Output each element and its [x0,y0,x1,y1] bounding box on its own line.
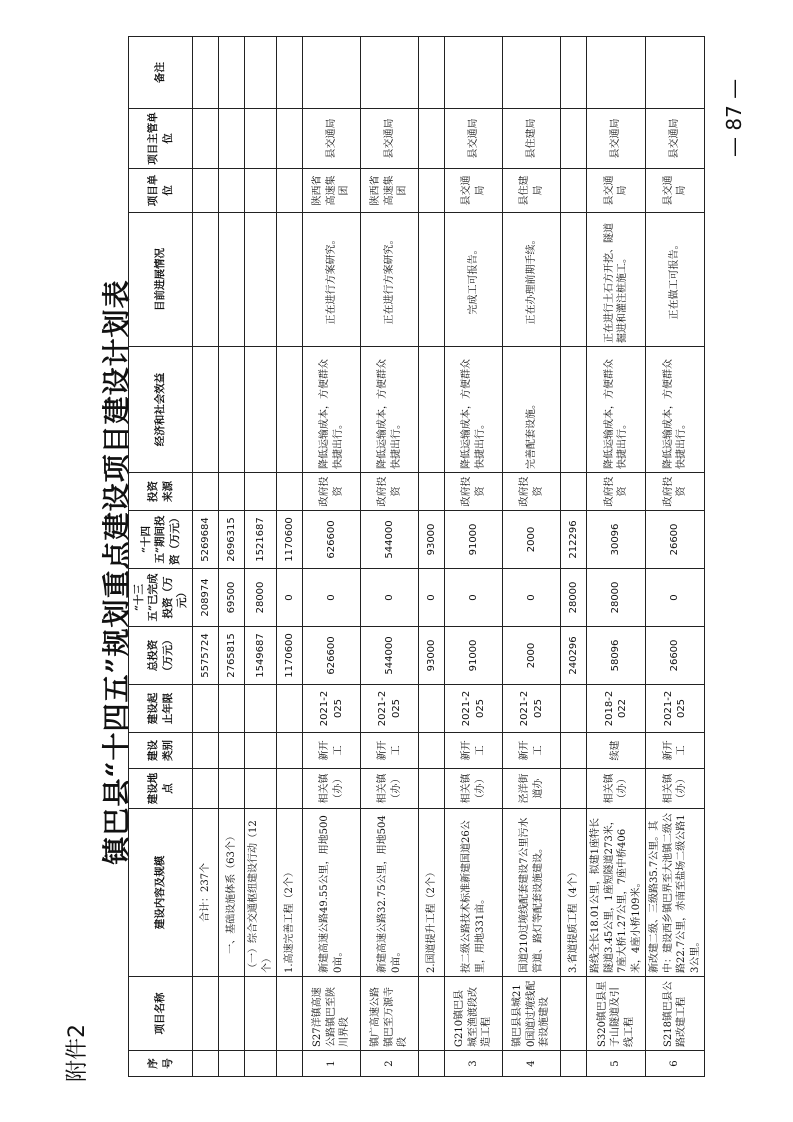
summary-total: 2765815 [219,627,245,685]
cell-remark [361,37,419,109]
cell-benefit: 降低运输成本，方便群众快捷出行。 [587,347,646,473]
cell-location: 相关镇（办） [587,769,646,809]
cell-total: 544000 [361,627,419,685]
cell-done13: 0 [445,569,503,627]
cell-seq: 5 [587,1051,646,1077]
cell-type: 续建 [587,733,646,769]
cell-benefit: 降低运输成本，方便群众快捷出行。 [646,347,705,473]
cell-source: 政府投资 [503,473,561,511]
cell-done13: 0 [361,569,419,627]
cell-unit: 县交通局 [587,169,646,213]
cell-benefit: 完善配套设施。 [503,347,561,473]
header-content: 建设内容及规模 [129,809,193,977]
cell-source: 政府投资 [303,473,361,511]
cell-done13: 0 [503,569,561,627]
summary-total: 1549687 [245,627,277,685]
cell-type: 新开工 [303,733,361,769]
cell-name: S320镇巴县星子山隧道及引线工程 [587,977,646,1051]
cell-authority: 县交通局 [445,109,503,169]
cell-done13: 28000 [587,569,646,627]
summary-total: 1170600 [277,627,303,685]
cell-remark [503,37,561,109]
cell-total: 58096 [587,627,646,685]
cell-name: S218镇巴县公路改建工程 [646,977,705,1051]
summary-label: 一、基础设施体系（63个） [219,809,245,977]
cell-seq: 1 [303,1051,361,1077]
summary-done13: 0 [277,569,303,627]
cell-authority: 县交通局 [646,109,705,169]
cell-plan14: 544000 [361,511,419,569]
cell-seq: 6 [646,1051,705,1077]
header-progress: 目前进展情况 [129,213,193,347]
cell-source: 政府投资 [361,473,419,511]
summary-row-provincial-road [561,37,587,1077]
page-title: 镇巴县“十四五”规划重点建设项目建设计划表 [100,279,133,865]
header-total: 总投资（万元） [129,627,193,685]
summary-plan14: 1521687 [245,511,277,569]
summary-total: 93000 [419,627,445,685]
summary-done13: 28000 [561,569,587,627]
cell-content: 新建高速公路32.75公里，用地5040亩。 [361,809,419,977]
cell-name: 镇巴县县城210国道过境线配套设施建设 [503,977,561,1051]
cell-authority: 县交通局 [361,109,419,169]
summary-plan14: 212296 [561,511,587,569]
summary-row-expressway [277,37,303,1077]
cell-name: G210镇巴县城至渔渡段改造工程 [445,977,503,1051]
header-type: 建设类别 [129,733,193,769]
table-row [445,37,503,1077]
summary-plan14: 2696315 [219,511,245,569]
cell-location: 相关镇（办） [361,769,419,809]
summary-done13: 28000 [245,569,277,627]
cell-unit: 陕西省高速集团 [303,169,361,213]
header-authority: 项目主管单位 [129,109,193,169]
cell-source: 政府投资 [587,473,646,511]
cell-unit: 陕西省高速集团 [361,169,419,213]
cell-period: 2021-2025 [303,685,361,733]
project-table [128,36,705,1077]
page-number: — 87 — [722,78,746,157]
cell-authority: 县交通局 [587,109,646,169]
cell-seq: 2 [361,1051,419,1077]
cell-content: 按二级公路技术标准新建国道26公里，用地331亩。 [445,809,503,977]
table-row [646,37,705,1077]
cell-period: 2021-2025 [503,685,561,733]
cell-unit: 县交通局 [646,169,705,213]
cell-total: 26600 [646,627,705,685]
cell-progress: 完成工可报告。 [445,213,503,347]
header-unit: 项目单位 [129,169,193,213]
cell-content: 新建高速公路49.55公里，用地5000亩。 [303,809,361,977]
summary-row-national-road [419,37,445,1077]
cell-total: 91000 [445,627,503,685]
cell-period: 2021-2025 [361,685,419,733]
cell-location: 泾洋街道办 [503,769,561,809]
header-plan14: “十四五”期间投资（万元） [129,511,193,569]
header-source: 投资来源 [129,473,193,511]
summary-done13: 69500 [219,569,245,627]
cell-source: 政府投资 [445,473,503,511]
table-row [587,37,646,1077]
cell-done13: 0 [303,569,361,627]
cell-progress: 正在进行土石方开挖、隧道掘进和灌注桩施工。 [587,213,646,347]
summary-row-transport-hub [245,37,277,1077]
summary-label: （一）综合交通枢纽建设行动（12个） [245,809,277,977]
cell-period: 2021-2025 [445,685,503,733]
header-benefit: 经济和社会效益 [129,347,193,473]
cell-plan14: 26600 [646,511,705,569]
summary-label: 3.省道提质工程（4个） [561,809,587,977]
cell-remark [646,37,705,109]
header-location: 建设地点 [129,769,193,809]
summary-plan14: 93000 [419,511,445,569]
cell-type: 新开工 [361,733,419,769]
cell-seq: 4 [503,1051,561,1077]
cell-source: 政府投资 [646,473,705,511]
header-remark: 备注 [129,37,193,109]
cell-unit: 县交通局 [445,169,503,213]
header-seq: 序号 [129,1051,193,1077]
header-done13: “十三五”已完成投资（万元） [129,569,193,627]
summary-plan14: 5269684 [193,511,219,569]
attachment-label: 附件2 [65,1024,90,1082]
header-row [129,37,193,1077]
cell-benefit: 降低运输成本，方便群众快捷出行。 [445,347,503,473]
cell-unit: 县住建局 [503,169,561,213]
cell-location: 相关镇（办） [303,769,361,809]
summary-total: 240296 [561,627,587,685]
table-row [361,37,419,1077]
summary-plan14: 1170600 [277,511,303,569]
table-row [303,37,361,1077]
summary-done13: 0 [419,569,445,627]
cell-content: 国道210过境线配套建设7公里污水管道、路灯等配套设施建设。 [503,809,561,977]
cell-authority: 县交通局 [303,109,361,169]
cell-progress: 正在进行方案研究。 [303,213,361,347]
cell-plan14: 626600 [303,511,361,569]
cell-remark [587,37,646,109]
cell-type: 新开工 [646,733,705,769]
cell-total: 2000 [503,627,561,685]
cell-remark [303,37,361,109]
summary-row-infrastructure [219,37,245,1077]
cell-authority: 县住建局 [503,109,561,169]
cell-progress: 正在办理前期手续。 [503,213,561,347]
cell-type: 新开工 [445,733,503,769]
cell-plan14: 91000 [445,511,503,569]
header-name: 项目名称 [129,977,193,1051]
cell-name: 镇广高速公路镇巴至万源寺段 [361,977,419,1051]
cell-content: 新改建二级、三级路35.7公里。其中：建设西乡镇巴界至大池镇二级公路22.7公里，赤南至盐场二级公路13公里。 [646,809,705,977]
cell-content: 路线全长18.01公里，拟建1座特长隧道3.45公里，1座短隧道273米，7座大桥1.27公里，7座中桥406米，4座小桥109米。 [587,809,646,977]
cell-name: S27洋镇高速公路镇巴至陕川界段 [303,977,361,1051]
cell-progress: 正在进行方案研究。 [361,213,419,347]
summary-label: 1.高速完善工程（2个） [277,809,303,977]
cell-remark [445,37,503,109]
summary-label: 合计：237个 [193,809,219,977]
cell-location: 相关镇（办） [646,769,705,809]
cell-seq: 3 [445,1051,503,1077]
cell-plan14: 2000 [503,511,561,569]
cell-location: 相关镇（办） [445,769,503,809]
header-period: 建设起止年限 [129,685,193,733]
cell-period: 2021-2025 [646,685,705,733]
cell-plan14: 30096 [587,511,646,569]
summary-row-total [193,37,219,1077]
summary-total: 5575724 [193,627,219,685]
table-row [503,37,561,1077]
cell-benefit: 降低运输成本，方便群众快捷出行。 [361,347,419,473]
cell-type: 新开工 [503,733,561,769]
cell-benefit: 降低运输成本，方便群众快捷出行。 [303,347,361,473]
summary-done13: 208974 [193,569,219,627]
cell-total: 626600 [303,627,361,685]
cell-period: 2018-2022 [587,685,646,733]
cell-progress: 正在做工可报告。 [646,213,705,347]
cell-done13: 0 [646,569,705,627]
summary-label: 2.国道提升工程（2个） [419,809,445,977]
